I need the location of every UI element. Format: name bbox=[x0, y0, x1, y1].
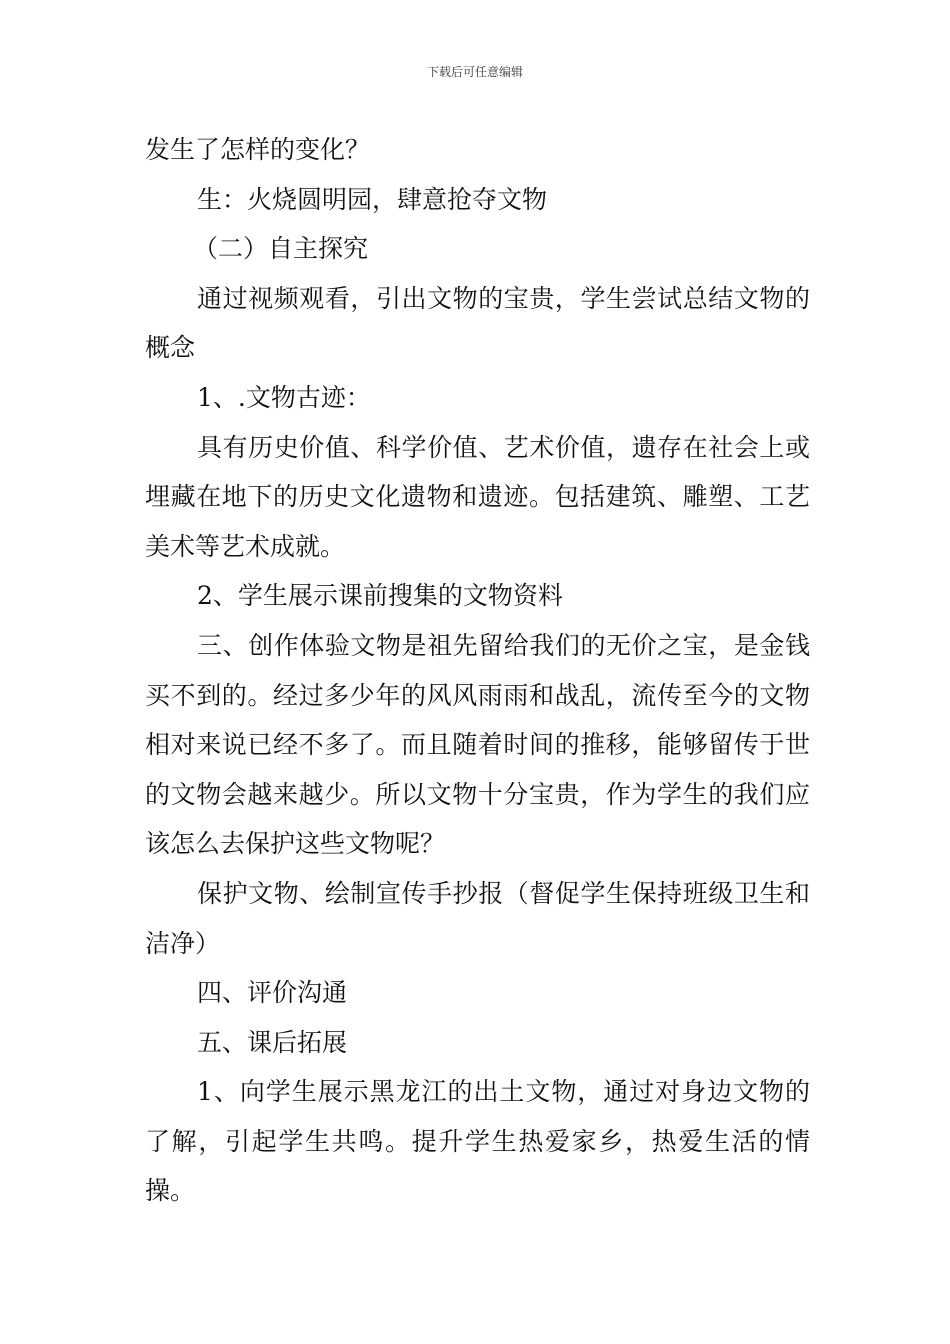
paragraph-student-answer: 生：火烧圆明园，肆意抢夺文物 bbox=[197, 184, 548, 214]
section-heading-extension: 五、课后拓展 bbox=[197, 1027, 348, 1057]
list-item-heilongjiang-relics: 1、向学生展示黑龙江的出土文物，通过对身边文物的了解，引起学生共鸣。提升学生热爱家乡，热爱生活的情操。 bbox=[145, 1077, 810, 1206]
section-heading-inquiry: （二）自主探究 bbox=[193, 234, 369, 264]
page-header: 下载后可任意编辑 bbox=[426, 65, 523, 79]
paragraph-heritage-definition: 具有历史价值、科学价值、艺术价值，遗存在社会上或埋藏在地下的历史文化遗物和遗迹。包括建筑、雕塑、工艺美术等艺术成就。 bbox=[145, 432, 810, 561]
list-item-heritage-title: 1、.文物古迹： bbox=[197, 382, 371, 412]
paragraph-question-end: 发生了怎样的变化？ bbox=[145, 135, 371, 164]
paragraph-creative-experience: 三、创作体验文物是祖先留给我们的无价之宝，是金钱买不到的。经过多少年的风风雨雨和战乱，流传至今的文物相对来说已经不多了。而且随着时间的推移，能够留传于世的文物会越来越少。所以文物十分宝贵，作为学生的我们应该怎么去保护这些文物呢？ bbox=[145, 630, 810, 859]
section-heading-evaluation: 四、评价沟通 bbox=[197, 978, 348, 1008]
paragraph-video-intro: 通过视频观看，引出文物的宝贵，学生尝试总结文物的概念 bbox=[145, 283, 810, 363]
paragraph-protect-relics: 保护文物、绘制宣传手抄报（督促学生保持班级卫生和洁净） bbox=[145, 878, 810, 958]
document-body bbox=[145, 125, 810, 1216]
list-item-student-materials: 2、学生展示课前搜集的文物资料 bbox=[197, 581, 563, 611]
